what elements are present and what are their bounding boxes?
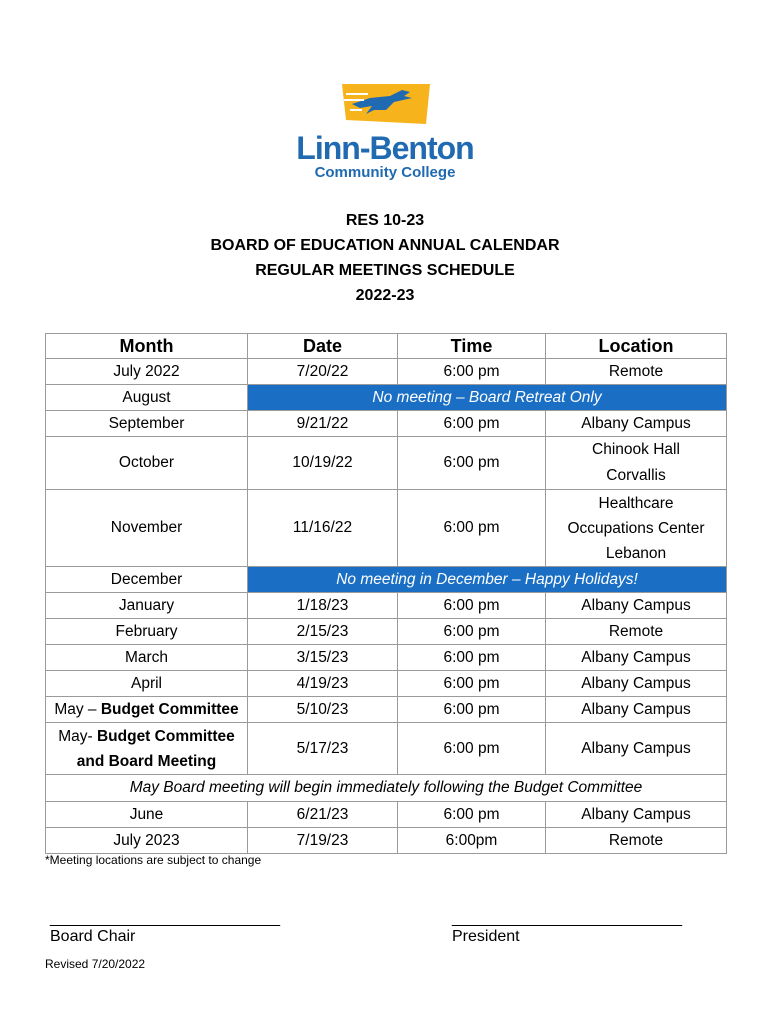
logo-name: Linn-Benton <box>296 130 474 166</box>
month-cell: March <box>46 645 248 671</box>
time-cell: 6:00 pm <box>398 593 546 619</box>
date-cell: 6/21/23 <box>248 802 398 828</box>
month-cell: June <box>46 802 248 828</box>
month-cell: April <box>46 671 248 697</box>
table-row <box>46 697 727 723</box>
month-cell: December <box>46 567 248 593</box>
location-cell: Remote <box>546 619 727 645</box>
table-row <box>46 385 727 411</box>
time-cell: 6:00 pm <box>398 437 546 490</box>
date-cell: 2/15/23 <box>248 619 398 645</box>
date-cell: 5/10/23 <box>248 697 398 723</box>
table-row <box>46 619 727 645</box>
no-meeting-banner: No meeting – Board Retreat Only <box>248 385 727 411</box>
date-cell: 3/15/23 <box>248 645 398 671</box>
date-cell: 7/19/23 <box>248 828 398 854</box>
location-line: Corvallis <box>606 467 666 484</box>
location-cell: Albany Campus <box>546 593 727 619</box>
time-cell: 6:00 pm <box>398 697 546 723</box>
table-row <box>46 802 727 828</box>
signature-label: President <box>452 928 520 945</box>
budget-note: May Board meeting will begin immediately following the Budget Committee <box>46 775 727 802</box>
table-row <box>46 593 727 619</box>
time-cell: 6:00 pm <box>398 490 546 567</box>
header-date: Date <box>248 334 398 359</box>
date-cell: 9/21/22 <box>248 411 398 437</box>
board-meeting-label: and Board Meeting <box>76 752 217 770</box>
location-line: Healthcare <box>598 494 674 512</box>
month-cell: July 2023 <box>46 828 248 854</box>
logo-subtitle: Community College <box>314 164 456 181</box>
date-cell: 4/19/23 <box>248 671 398 697</box>
table-header-row <box>46 334 727 359</box>
location-cell <box>546 490 727 567</box>
table-row <box>46 775 727 802</box>
month-prefix: May – <box>54 700 101 718</box>
month-cell: October <box>46 437 248 490</box>
table-row <box>46 723 727 775</box>
location-line: Lebanon <box>605 544 667 562</box>
table-row <box>46 490 727 567</box>
location-cell: Remote <box>546 359 727 385</box>
signature-line: _____________________________ <box>452 910 682 927</box>
location-line: Chinook Hall <box>592 441 680 458</box>
month-cell: November <box>46 490 248 567</box>
college-logo <box>290 80 480 182</box>
location-cell: Albany Campus <box>546 645 727 671</box>
month-cell: January <box>46 593 248 619</box>
revised-date: Revised 7/20/2022 <box>45 957 146 971</box>
time-cell: 6:00 pm <box>398 619 546 645</box>
table-row <box>46 567 727 593</box>
schedule-title: REGULAR MEETINGS SCHEDULE <box>255 262 515 279</box>
time-cell: 6:00 pm <box>398 723 546 775</box>
time-cell: 6:00 pm <box>398 359 546 385</box>
month-cell: July 2022 <box>46 359 248 385</box>
month-cell <box>46 723 248 775</box>
table-row <box>46 437 727 490</box>
header-location: Location <box>546 334 727 359</box>
location-line: Occupations Center <box>567 519 705 537</box>
month-cell <box>46 697 248 723</box>
time-cell: 6:00pm <box>398 828 546 854</box>
location-cell: Albany Campus <box>546 411 727 437</box>
location-cell: Albany Campus <box>546 802 727 828</box>
budget-committee-label: Budget Committee <box>100 700 239 718</box>
month-cell: September <box>46 411 248 437</box>
date-cell: 1/18/23 <box>248 593 398 619</box>
roadrunner-logo-icon <box>290 80 480 130</box>
time-cell: 6:00 pm <box>398 671 546 697</box>
month-cell: August <box>46 385 248 411</box>
table-row <box>46 411 727 437</box>
signature-line: _____________________________ <box>50 910 280 927</box>
no-meeting-banner: No meeting in December – Happy Holidays! <box>248 567 727 593</box>
location-cell: Albany Campus <box>546 697 727 723</box>
fiscal-year: 2022-23 <box>355 287 415 304</box>
budget-committee-label: Budget Committee <box>96 727 235 745</box>
signature-label: Board Chair <box>50 928 136 945</box>
date-cell: 10/19/22 <box>248 437 398 490</box>
header-time: Time <box>398 334 546 359</box>
president-signature <box>452 910 681 946</box>
document-title <box>0 208 770 308</box>
location-cell <box>546 437 727 490</box>
resolution-number: RES 10-23 <box>345 212 425 229</box>
location-cell: Albany Campus <box>546 723 727 775</box>
meeting-schedule-table <box>45 333 727 854</box>
time-cell: 6:00 pm <box>398 645 546 671</box>
date-cell: 11/16/22 <box>248 490 398 567</box>
location-cell: Albany Campus <box>546 671 727 697</box>
month-prefix: May- <box>58 727 97 745</box>
date-cell: 5/17/23 <box>248 723 398 775</box>
board-chair-signature <box>50 910 279 946</box>
date-cell: 7/20/22 <box>248 359 398 385</box>
footnote: *Meeting locations are subject to change <box>45 853 262 867</box>
calendar-title: BOARD OF EDUCATION ANNUAL CALENDAR <box>210 237 560 254</box>
table-row <box>46 671 727 697</box>
header-month: Month <box>46 334 248 359</box>
table-row <box>46 645 727 671</box>
time-cell: 6:00 pm <box>398 802 546 828</box>
month-cell: February <box>46 619 248 645</box>
table-row <box>46 828 727 854</box>
table-row <box>46 359 727 385</box>
location-cell: Remote <box>546 828 727 854</box>
time-cell: 6:00 pm <box>398 411 546 437</box>
